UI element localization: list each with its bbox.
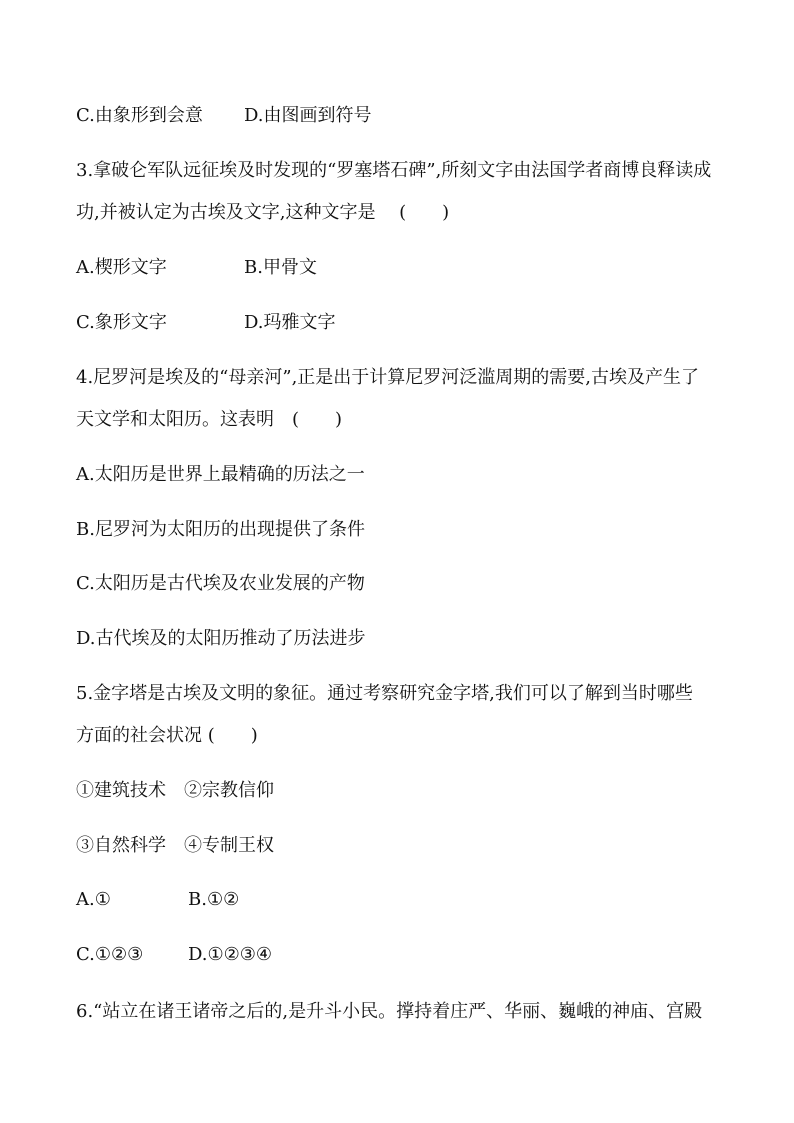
q3-option-c: C.象形文字 (76, 312, 167, 333)
q5-stem-line-2: 方面的社会状况 ( ) (76, 725, 258, 746)
q3-stem-line-2: 功,并被认定为古埃及文字,这种文字是 ( ) (76, 202, 450, 223)
q5-items-3-4: ③自然科学 ④专制王权 (76, 835, 274, 856)
q3-stem-line-1: 3.拿破仑军队远征埃及时发现的“罗塞塔石碑”,所刻文字由法国学者商博良释读成 (76, 160, 712, 181)
q5-option-d: D.①②③④ (188, 944, 273, 965)
q3-option-d: D.玛雅文字 (244, 312, 336, 333)
q4-option-a: A.太阳历是世界上最精确的历法之一 (76, 464, 365, 485)
q5-option-a: A.① (76, 889, 111, 910)
q5-option-b: B.①② (188, 889, 240, 910)
q4-option-c: C.太阳历是古代埃及农业发展的产物 (76, 573, 365, 594)
q4-option-b: B.尼罗河为太阳历的出现提供了条件 (76, 519, 365, 540)
q5-stem-line-1: 5.金字塔是古埃及文明的象征。通过考察研究金字塔,我们可以了解到当时哪些 (76, 683, 693, 704)
q3-option-b: B.甲骨文 (244, 257, 317, 278)
q4-stem-line-1: 4.尼罗河是埃及的“母亲河”,正是出于计算尼罗河泛滥周期的需要,古埃及产生了 (76, 367, 700, 388)
q2-option-c: C.由象形到会意 (76, 105, 203, 126)
q6-stem-line-1: 6.“站立在诸王诸帝之后的,是升斗小民。撑持着庄严、华丽、巍峨的神庙、宫殿 (76, 1001, 703, 1022)
q2-option-d: D.由图画到符号 (244, 105, 372, 126)
q5-option-c: C.①②③ (76, 944, 144, 965)
q5-items-1-2: ①建筑技术 ②宗教信仰 (76, 780, 274, 801)
q4-option-d: D.古代埃及的太阳历推动了历法进步 (76, 628, 366, 649)
q4-stem-line-2: 天文学和太阳历。这表明 ( ) (76, 409, 343, 430)
q3-option-a: A.楔形文字 (76, 257, 167, 278)
